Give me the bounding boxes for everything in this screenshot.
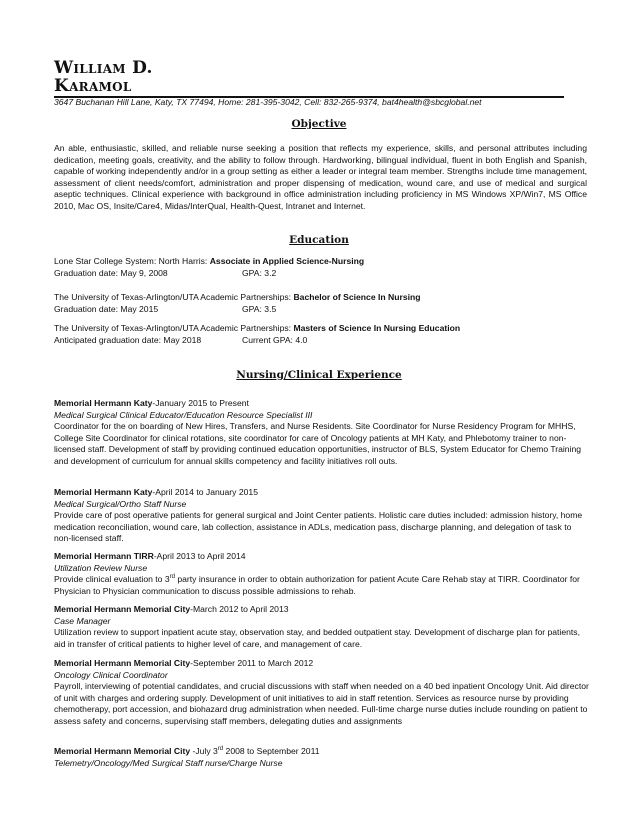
job-entry-1 <box>54 398 590 468</box>
education-item-3-dates: Anticipated graduation date: May 2018 Current GPA: 4.0 <box>54 335 308 345</box>
education-item-3-school: The University of Texas-Arlington/UTA Academic Partnerships: Masters of Science In Nursing Education <box>54 323 461 333</box>
job-4-header <box>54 604 590 616</box>
job-5-description: Payroll, interviewing of potential candidates, and crucial discussions with staff when needed on a 40 bed inpatient Oncology Unit. Aid director of unit with charges and ordering supply. Development of unit initiatives to aid in staff retention. Services as resource nurse by providing chemotherapy, port accession, and biohazard drug administration when needed. Full-time charge nurse duties include rounding on patient to assess safety and concerns, supervising staff members, delegating duties and assignments <box>54 681 589 726</box>
job-1-dates: -January 2015 to Present <box>152 398 249 408</box>
job-2-employer: Memorial Hermann Katy <box>54 487 153 497</box>
job-5-header <box>54 658 590 670</box>
job-4-description: Utilization review to support inpatient acute stay, observation stay, and bedded outpatient stay. Development of discharge plan for patients, aid in transfer of critical patients to higher level of care, and management of care. <box>54 627 580 649</box>
job-2-description: Provide care of post operative patients for general surgical and Joint Center patients. Holistic care duties included: admission history, home medication reconciliation, wound care, lab collection, assistance in ADLs, medication pass, discharge planning, and delegation of task to non-licensed staff. <box>54 510 583 544</box>
job-1-description: Coordinator for the on boarding of New Hires, Transfers, and Nurse Residents. Site Coordinator for Nurse Residency Program for MHHS, College Site Coordinator for clinical rotations, site coordinator for care of Oncology patients at MH Katy, and Phlebotomy trainer to non-licensed staff. Development of staff by providing continued education opportunities, instructor of BLS, System Educator for Chemo Training and development of curriculum for annual skills competency and facility initiatives roll outs. <box>54 421 582 466</box>
job-3-dates: -April 2013 to April 2014 <box>153 551 246 561</box>
job-6-employer: Memorial Hermann Memorial City <box>54 746 191 756</box>
job-2-header <box>54 487 590 499</box>
education-item-1-degree: Associate in Applied Science-Nursing <box>209 256 365 266</box>
name-line-2: Karamol <box>54 77 564 98</box>
job-2-dates: -April 2014 to January 2015 <box>152 487 258 497</box>
name-line-1: William D. <box>54 58 153 78</box>
job-6-header: Memorial Hermann Memorial City -July 3rd 2008 to September 2011 <box>54 746 320 756</box>
education-item-1-dates: Graduation date: May 9, 2008 GPA: 3.2 <box>54 268 277 278</box>
job-3-employer: Memorial Hermann TIRR <box>54 551 154 561</box>
objective-text: An able, enthusiastic, skilled, and reliable nurse seeking a position that reflects my experience, skills, and personal attributes including dedication, meeting goals, creativity, and the ability to follow through. Hardworking, bilingual individual, fluent in both English and Spanish, capable of working independently and/or in a group setting as either a leader or integral team member. Strengths include time management, assessment of client needs/comfort, administration and proper dispensing of medication, wound care, and use of medical and surgical aseptic techniques. Clinical experience with background in office administration including proficiency in MS Windows XP/Win7, MS Office 2010, Mac OS, Insite/Care4, Midas/InterQual, Health-Quest, Intranet and Internet. <box>54 143 587 211</box>
job-3-description: Provide clinical evaluation to 3rd party insurance in order to obtain authorization for patient Acute Care Rehab stay at TIRR. Coordinator for Physician to Physician communication to discuss possible admissions to rehab. <box>54 574 580 596</box>
job-2-role: Medical Surgical/Ortho Staff Nurse <box>54 498 187 509</box>
job-entry-5 <box>54 658 590 728</box>
job-entry-4 <box>54 604 590 650</box>
job-entry-2 <box>54 487 590 545</box>
education-item-2-dates: Graduation date: May 2015 GPA: 3.5 <box>54 304 277 314</box>
job-1-employer: Memorial Hermann Katy <box>54 398 153 408</box>
education-item-1-gpa: GPA: 3.2 <box>242 268 277 278</box>
job-1-role: Medical Surgical Clinical Educator/Education Resource Specialist III <box>54 409 313 420</box>
job-1-header <box>54 398 590 410</box>
job-5-role: Oncology Clinical Coordinator <box>54 669 168 680</box>
job-4-dates: -March 2012 to April 2013 <box>190 604 289 614</box>
education-item-2-school: The University of Texas-Arlington/UTA Academic Partnerships: Bachelor of Science In Nursing <box>54 292 421 302</box>
job-5-employer: Memorial Hermann Memorial City <box>54 658 191 668</box>
job-4-role: Case Manager <box>54 615 111 626</box>
experience-heading: Nursing/Clinical Experience <box>236 369 402 381</box>
education-item-2-gpa: GPA: 3.5 <box>242 304 277 314</box>
education-heading: Education <box>289 234 349 246</box>
education-item-3-degree: Masters of Science In Nursing Education <box>293 323 461 333</box>
job-entry-3 <box>54 551 590 597</box>
contact-info: 3647 Buchanan Hill Lane, Katy, TX 77494, Home: 281-395-3042, Cell: 832-265-9374, bat4health@sbcglobal.net <box>54 97 482 107</box>
job-3-header <box>54 551 590 563</box>
education-item-2-degree: Bachelor of Science In Nursing <box>293 292 421 302</box>
education-item-3-gpa: Current GPA: 4.0 <box>242 335 308 345</box>
job-3-role: Utilization Review Nurse <box>54 562 148 573</box>
education-item-1-school: Lone Star College System: North Harris: Associate in Applied Science-Nursing <box>54 256 365 266</box>
applicant-name <box>54 59 564 98</box>
objective-heading: Objective <box>291 118 347 130</box>
job-entry-6 <box>54 746 590 769</box>
job-5-dates: -September 2011 to March 2012 <box>190 658 314 668</box>
job-4-employer: Memorial Hermann Memorial City <box>54 604 191 614</box>
job-6-role: Telemetry/Oncology/Med Surgical Staff nurse/Charge Nurse <box>54 757 283 768</box>
job-6-dates: 2008 to September 2011 <box>223 746 320 756</box>
